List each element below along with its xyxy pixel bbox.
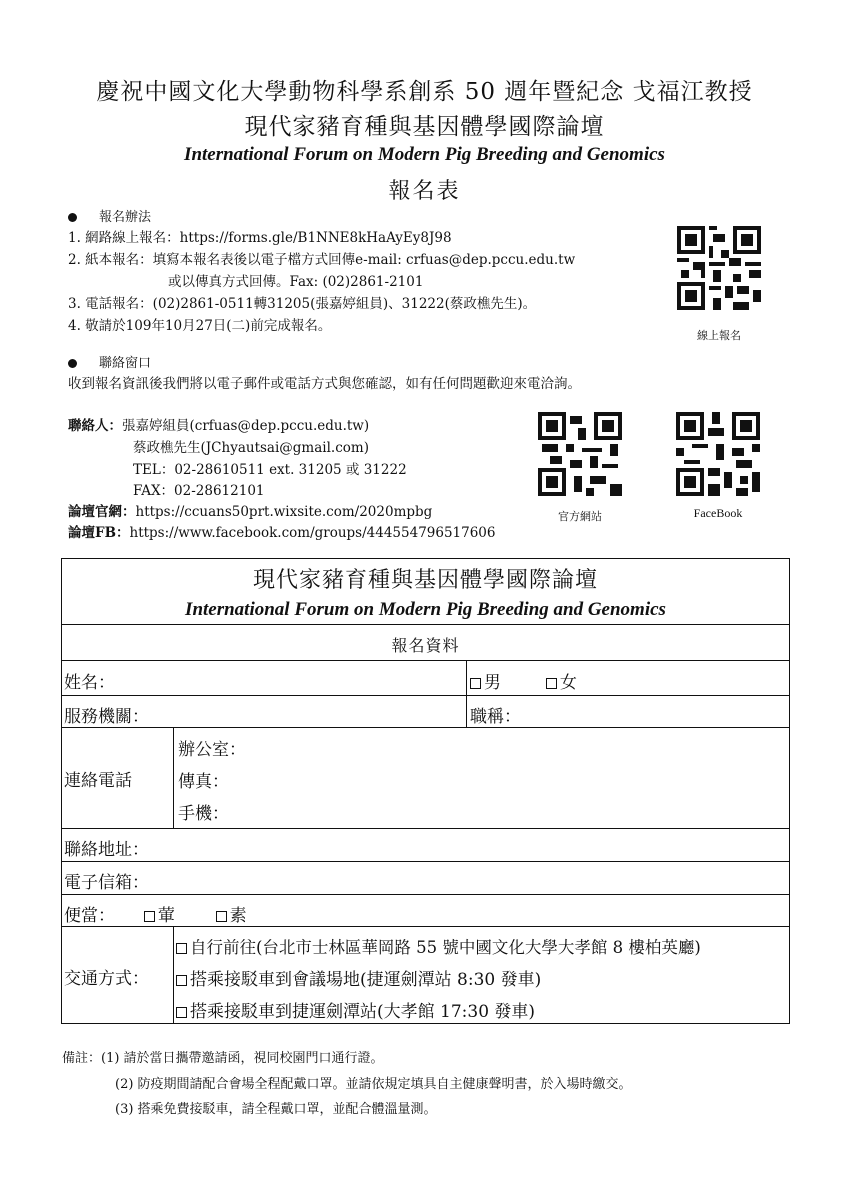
form-section-title: 報名資料 [391,636,460,655]
email-label: 電子信箱： [64,873,149,893]
contact-intro: 收到報名資訊後我們將以電子郵件或電話方式與您確認，如有任何問題歡迎來電洽詢。 [68,376,581,392]
office-phone-label: 辦公室： [178,740,246,760]
male-checkbox[interactable] [470,678,481,689]
registration-item: 或以傳真方式回傳。Fax: (02)2861-2101 [168,274,424,290]
contact-person-2: 蔡政樵先生(JChyautsai@gmail.com) [133,440,369,456]
note-1: 備註：(1) 請於當日攜帶邀請函，視同校園門口通行證。 [62,1051,384,1066]
title-line-2: 現代家豬育種與基因體學國際論壇 [244,114,605,140]
title-line-1: 慶祝中國文化大學動物科學系創系 50 週年暨紀念 戈福江教授 [96,79,753,105]
bullet-icon [68,359,77,368]
transport-option-3 [176,997,535,1022]
form-title-en: International Forum on Modern Pig Breeding and Genomics [185,599,666,620]
gender-options [470,668,577,693]
registration-item: 3. 電話報名：(02)2861-0511轉31205(張嘉婷組員)、31222(蔡政樵先生)。 [68,296,537,312]
lunch-row [64,901,247,926]
meat-label: 葷 [157,906,175,926]
lunch-label: 便當： [64,906,115,926]
meat-checkbox[interactable] [144,911,155,922]
forum-site-row [68,500,432,520]
organization-label: 服務機關： [64,707,149,727]
female-checkbox[interactable] [546,678,557,689]
mobile-label: 手機： [178,804,229,824]
transport-option-1-label: 自行前往(台北市士林區華岡路 55 號中國文化大學大孝館 8 樓柏英廳) [190,938,701,957]
contact-tel: TEL：02-28610511 ext. 31205 或 31222 [133,462,407,478]
transport-option-1 [176,934,701,958]
qr-code-website-icon [538,412,622,496]
transport-option-3-label: 搭乘接駁車到捷運劍潭站(大孝館 17:30 發車) [190,1002,536,1022]
contact-fax: FAX：02-28612101 [133,483,265,499]
registration-item: 4. 敬請於109年10月27日(二)前完成報名。 [68,318,332,334]
qr-code-facebook-icon [676,412,760,496]
registration-heading: 報名辦法 [99,210,152,225]
forum-fb-row [68,521,496,541]
registration-item: 2. 紙本報名：填寫本報名表後以電子檔方式回傳e-mail: crfuas@dep.pccu.edu.tw [68,252,576,268]
qr-caption-website: 官方網站 [558,510,602,523]
transport-self-checkbox[interactable] [176,943,187,954]
male-label: 男 [484,673,501,693]
job-title-label: 職稱： [470,707,521,727]
forum-fb-label: 論壇FB： [68,525,130,541]
qr-caption-registration: 線上報名 [697,329,741,342]
transport-option-2-label: 搭乘接駁車到會議場地(捷運劍潭站 8:30 發車) [190,970,542,990]
phone-label: 連絡電話 [64,771,132,791]
forum-site-label: 論壇官網： [68,504,136,520]
contact-heading: 聯絡窗口 [99,356,152,371]
form-title: 報名表 [388,179,461,204]
note-2: (2) 防疫期間請配合會場全程配戴口罩。並請依規定填具自主健康聲明書，於入場時繳交。 [115,1077,632,1092]
forum-site-link: https://ccuans50prt.wixsite.com/2020mpbg [135,504,433,520]
registration-item: 1. 網路線上報名：https://forms.gle/B1NNE8kHaAyEy8J98 [68,230,452,246]
vegetarian-label: 素 [229,906,247,926]
female-label: 女 [559,673,577,693]
transport-shuttle-to-mrt-checkbox[interactable] [176,1007,187,1018]
address-label: 聯絡地址： [64,840,149,860]
note-3: (3) 搭乘免費接駁車，請全程戴口罩，並配合體溫量測。 [115,1102,437,1117]
contact-heading-row [68,352,151,371]
registration-heading-row [68,206,151,225]
vegetarian-checkbox[interactable] [216,911,227,922]
title-english: International Forum on Modern Pig Breeding and Genomics [184,144,665,165]
qr-caption-facebook: FaceBook [693,506,743,520]
contact-person-label: 聯絡人： [68,418,122,434]
transport-option-2 [176,965,541,990]
bullet-icon [68,213,77,222]
fax-label: 傳真： [178,772,229,792]
form-title-zh: 現代家豬育種與基因體學國際論壇 [252,568,598,593]
contact-person-row [68,414,369,434]
contact-person-1: 張嘉婷組員(crfuas@dep.pccu.edu.tw) [122,418,370,434]
qr-code-registration-icon [677,226,761,310]
forum-fb-link: https://www.facebook.com/groups/444554796517606 [129,525,496,541]
name-label: 姓名： [64,673,115,693]
transport-label: 交通方式： [64,969,149,989]
transport-shuttle-to-venue-checkbox[interactable] [176,975,187,986]
